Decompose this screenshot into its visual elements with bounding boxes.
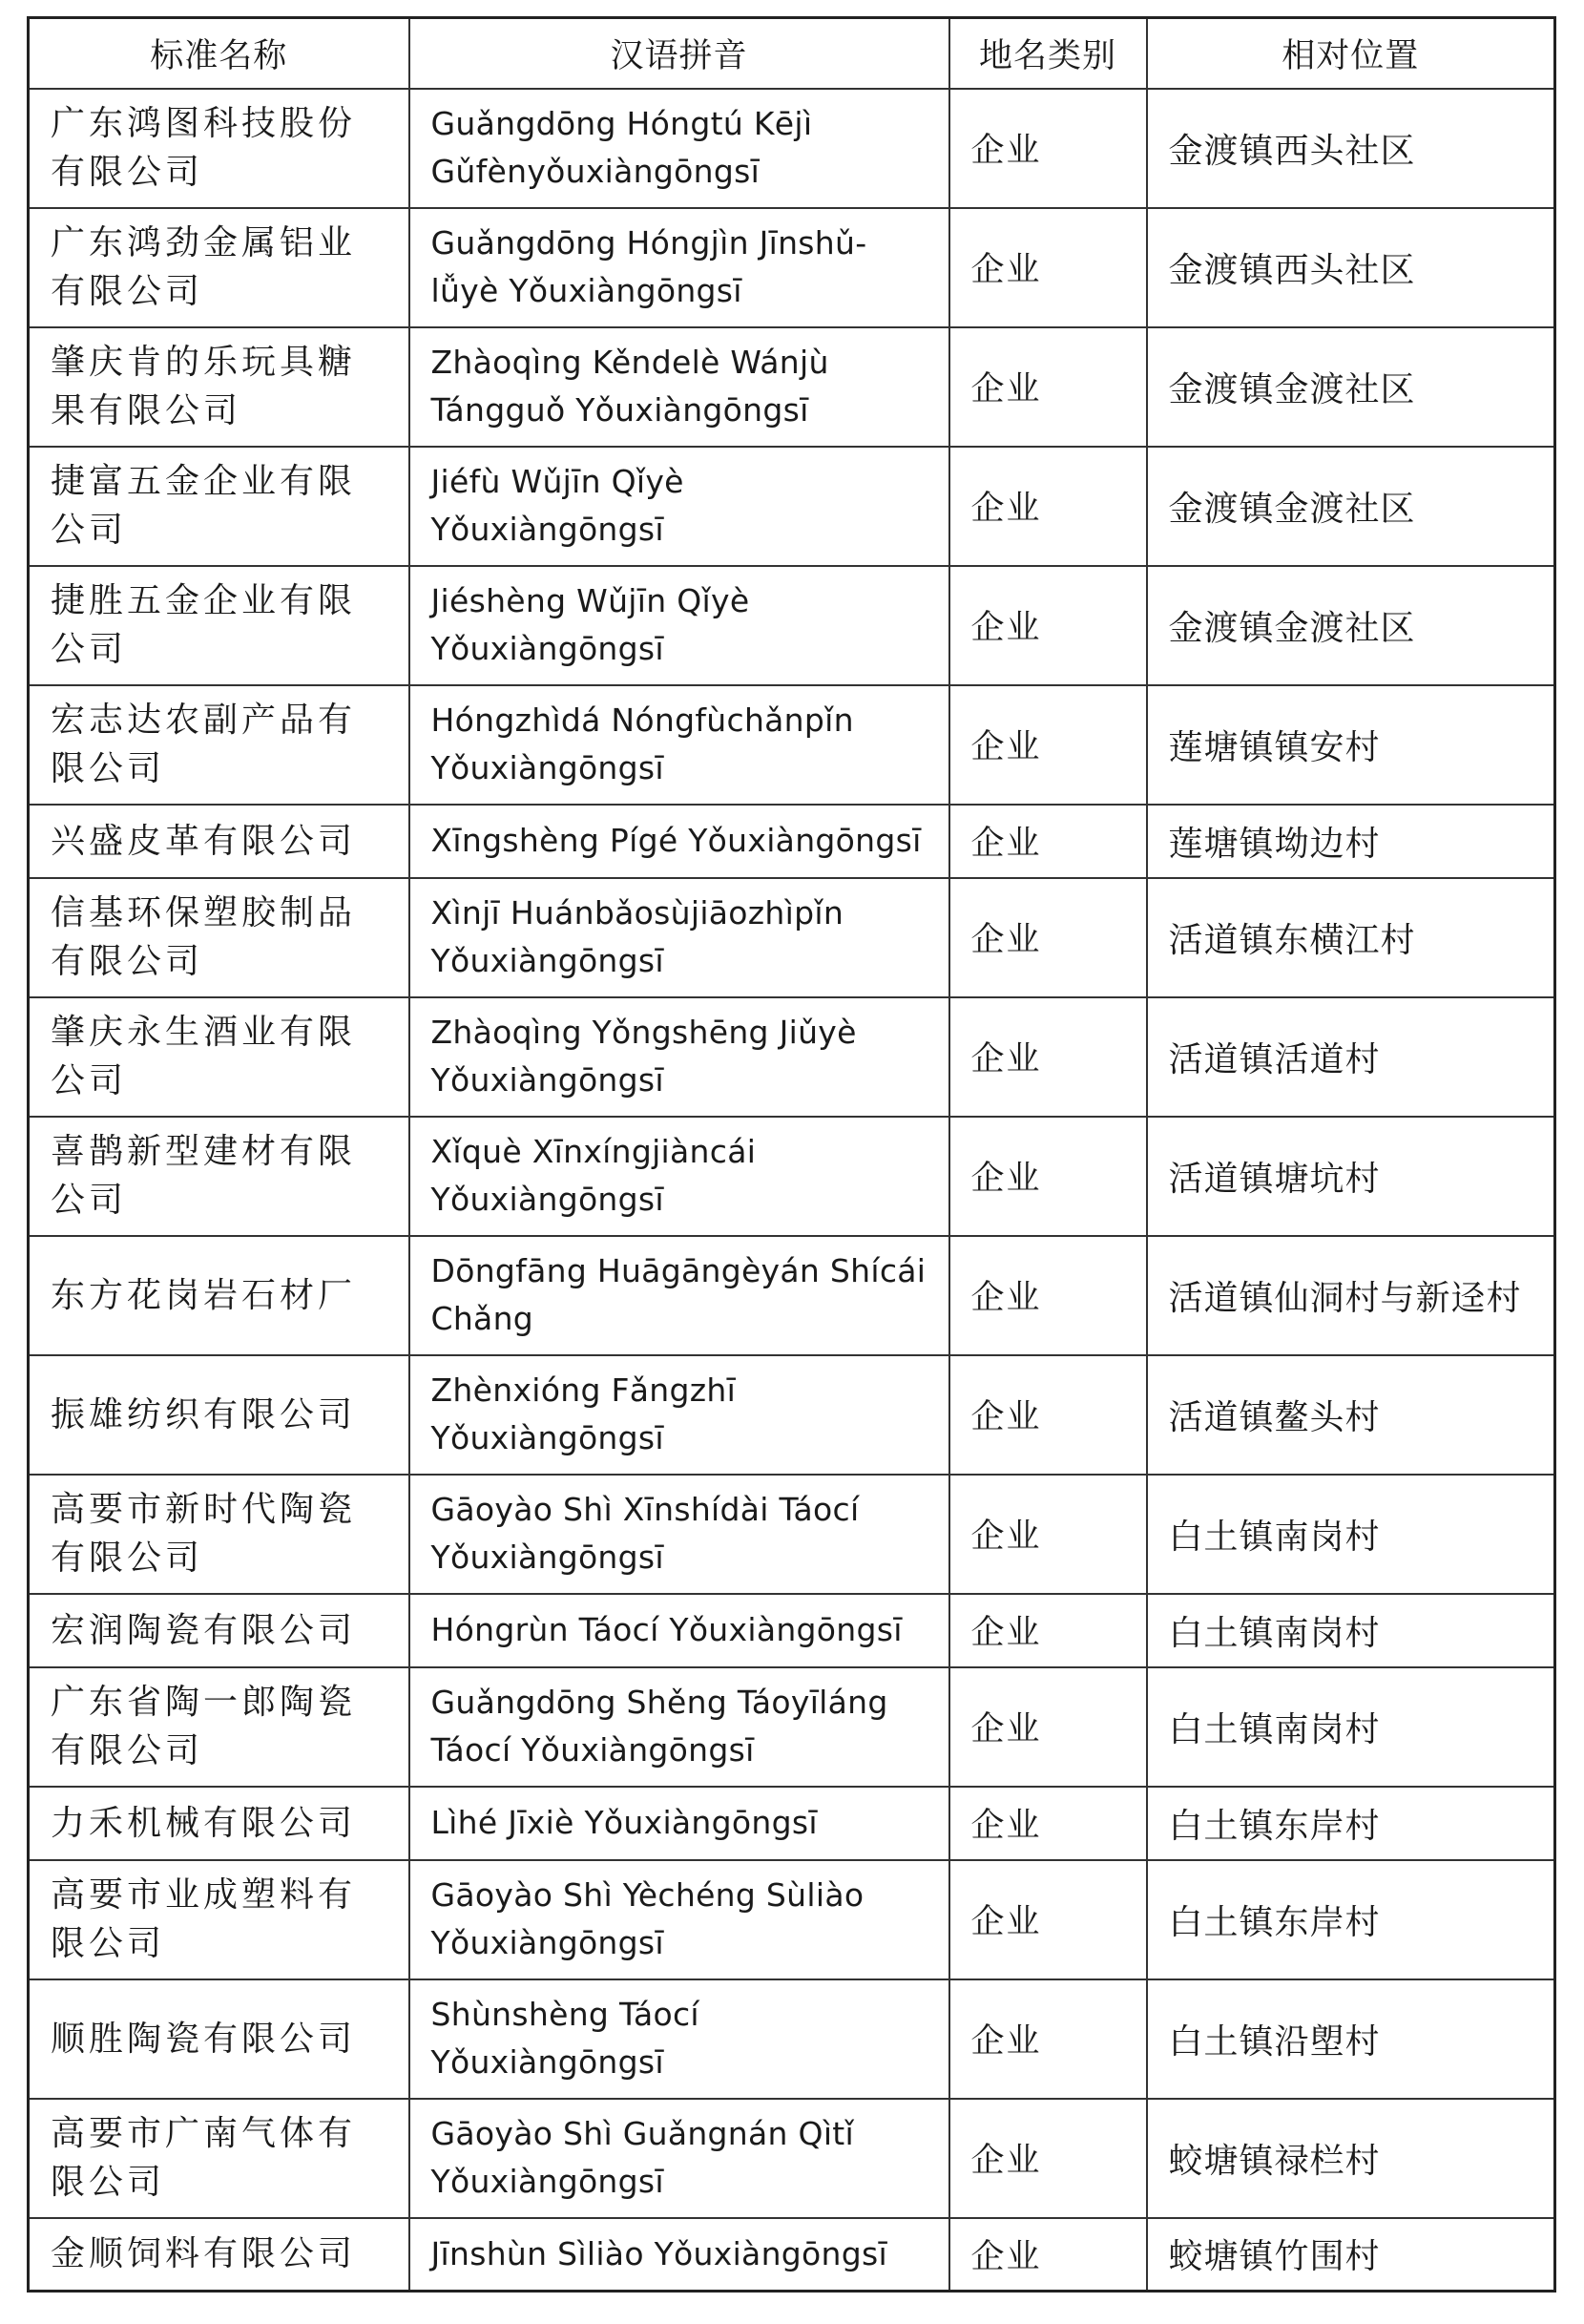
place-category-cell: 企业 (949, 1594, 1147, 1667)
standard-name-cell: 宏润陶瓷有限公司 (29, 1594, 409, 1667)
place-category-cell: 企业 (949, 1979, 1147, 2099)
table-row (29, 1117, 1555, 1236)
header-place-category: 地名类别 (949, 18, 1147, 89)
pinyin-cell: Xìnjī Huánbǎosùjiāozhìpǐn Yǒuxiàngōngsī (409, 878, 949, 997)
relative-location-cell: 莲塘镇镇安村 (1147, 685, 1555, 805)
relative-location-cell: 活道镇塘坑村 (1147, 1117, 1555, 1236)
standard-name-cell: 力禾机械有限公司 (29, 1787, 409, 1860)
table-row (29, 89, 1555, 208)
standard-name-cell: 高要市广南气体有限公司 (29, 2099, 409, 2218)
pinyin-cell: Shùnshèng Táocí Yǒuxiàngōngsī (409, 1979, 949, 2099)
pinyin-cell: Guǎngdōng Hóngtú Kējì Gǔfènyǒuxiàngōngsī (409, 89, 949, 208)
standard-name-cell: 东方花岗岩石材厂 (29, 1236, 409, 1355)
table-row (29, 997, 1555, 1117)
pinyin-cell: Xǐquè Xīnxíngjiàncái Yǒuxiàngōngsī (409, 1117, 949, 1236)
table-row (29, 1979, 1555, 2099)
pinyin-cell: Guǎngdōng Shěng Táoyīláng Táocí Yǒuxiàngōngsī (409, 1667, 949, 1787)
table-body (29, 89, 1555, 2292)
place-category-cell: 企业 (949, 1787, 1147, 1860)
table-row (29, 878, 1555, 997)
pinyin-cell: Jiéfù Wǔjīn Qǐyè Yǒuxiàngōngsī (409, 447, 949, 566)
pinyin-cell: Hóngzhìdá Nóngfùchǎnpǐn Yǒuxiàngōngsī (409, 685, 949, 805)
table-row (29, 1860, 1555, 1979)
pinyin-cell: Gāoyào Shì Xīnshídài Táocí Yǒuxiàngōngsī (409, 1475, 949, 1594)
table-row (29, 566, 1555, 685)
header-pinyin: 汉语拼音 (409, 18, 949, 89)
place-category-cell: 企业 (949, 1475, 1147, 1594)
place-category-cell: 企业 (949, 685, 1147, 805)
standard-name-cell: 宏志达农副产品有限公司 (29, 685, 409, 805)
relative-location-cell: 莲塘镇坳边村 (1147, 805, 1555, 878)
table-row (29, 447, 1555, 566)
place-name-table (27, 16, 1556, 2293)
pinyin-cell: Dōngfāng Huāgāngèyán Shícái Chǎng (409, 1236, 949, 1355)
table-row (29, 1475, 1555, 1594)
place-category-cell: 企业 (949, 566, 1147, 685)
place-category-cell: 企业 (949, 89, 1147, 208)
standard-name-cell: 肇庆肯的乐玩具糖果有限公司 (29, 327, 409, 447)
relative-location-cell: 金渡镇西头社区 (1147, 89, 1555, 208)
relative-location-cell: 蛟塘镇竹围村 (1147, 2218, 1555, 2292)
standard-name-cell: 信基环保塑胶制品有限公司 (29, 878, 409, 997)
relative-location-cell: 白土镇东岸村 (1147, 1860, 1555, 1979)
standard-name-cell: 广东鸿图科技股份有限公司 (29, 89, 409, 208)
standard-name-cell: 兴盛皮革有限公司 (29, 805, 409, 878)
relative-location-cell: 活道镇鳌头村 (1147, 1355, 1555, 1475)
header-row (29, 18, 1555, 89)
table-row (29, 1355, 1555, 1475)
pinyin-cell: Hóngrùn Táocí Yǒuxiàngōngsī (409, 1594, 949, 1667)
place-category-cell: 企业 (949, 2218, 1147, 2292)
pinyin-cell: Zhàoqìng Yǒngshēng Jiǔyè Yǒuxiàngōngsī (409, 997, 949, 1117)
standard-name-cell: 广东省陶一郎陶瓷有限公司 (29, 1667, 409, 1787)
place-category-cell: 企业 (949, 327, 1147, 447)
standard-name-cell: 广东鸿劲金属铝业有限公司 (29, 208, 409, 327)
table-row (29, 1236, 1555, 1355)
pinyin-cell: Gāoyào Shì Guǎngnán Qìtǐ Yǒuxiàngōngsī (409, 2099, 949, 2218)
place-category-cell: 企业 (949, 1355, 1147, 1475)
standard-name-cell: 捷胜五金企业有限公司 (29, 566, 409, 685)
table-row (29, 2099, 1555, 2218)
relative-location-cell: 金渡镇金渡社区 (1147, 447, 1555, 566)
relative-location-cell: 活道镇仙洞村与新迳村 (1147, 1236, 1555, 1355)
relative-location-cell: 活道镇东横江村 (1147, 878, 1555, 997)
standard-name-cell: 金顺饲料有限公司 (29, 2218, 409, 2292)
table-row (29, 1787, 1555, 1860)
place-category-cell: 企业 (949, 878, 1147, 997)
relative-location-cell: 金渡镇西头社区 (1147, 208, 1555, 327)
place-category-cell: 企业 (949, 997, 1147, 1117)
table-header (29, 18, 1555, 89)
standard-name-cell: 顺胜陶瓷有限公司 (29, 1979, 409, 2099)
table-row (29, 1667, 1555, 1787)
place-category-cell: 企业 (949, 1667, 1147, 1787)
table-row (29, 805, 1555, 878)
relative-location-cell: 白土镇东岸村 (1147, 1787, 1555, 1860)
relative-location-cell: 白土镇南岗村 (1147, 1594, 1555, 1667)
pinyin-cell: Zhènxióng Fǎngzhī Yǒuxiàngōngsī (409, 1355, 949, 1475)
pinyin-cell: Zhàoqìng Kěndelè Wánjù Tángguǒ Yǒuxiàngōngsī (409, 327, 949, 447)
place-category-cell: 企业 (949, 1860, 1147, 1979)
place-category-cell: 企业 (949, 208, 1147, 327)
relative-location-cell: 白土镇沿塱村 (1147, 1979, 1555, 2099)
place-category-cell: 企业 (949, 805, 1147, 878)
standard-name-cell: 振雄纺织有限公司 (29, 1355, 409, 1475)
pinyin-cell: Xīngshèng Pígé Yǒuxiàngōngsī (409, 805, 949, 878)
standard-name-cell: 喜鹊新型建材有限公司 (29, 1117, 409, 1236)
standard-name-cell: 高要市新时代陶瓷有限公司 (29, 1475, 409, 1594)
table-row (29, 1594, 1555, 1667)
pinyin-cell: Lìhé Jīxiè Yǒuxiàngōngsī (409, 1787, 949, 1860)
table-row (29, 2218, 1555, 2292)
standard-name-cell: 肇庆永生酒业有限公司 (29, 997, 409, 1117)
place-category-cell: 企业 (949, 2099, 1147, 2218)
header-standard-name: 标准名称 (29, 18, 409, 89)
standard-name-cell: 高要市业成塑料有限公司 (29, 1860, 409, 1979)
relative-location-cell: 金渡镇金渡社区 (1147, 327, 1555, 447)
pinyin-cell: Jiéshèng Wǔjīn Qǐyè Yǒuxiàngōngsī (409, 566, 949, 685)
pinyin-cell: Guǎngdōng Hóngjìn Jīnshǔ-lǚyè Yǒuxiàngōngsī (409, 208, 949, 327)
place-category-cell: 企业 (949, 447, 1147, 566)
pinyin-cell: Jīnshùn Sìliào Yǒuxiàngōngsī (409, 2218, 949, 2292)
relative-location-cell: 蛟塘镇禄栏村 (1147, 2099, 1555, 2218)
relative-location-cell: 活道镇活道村 (1147, 997, 1555, 1117)
header-relative-location: 相对位置 (1147, 18, 1555, 89)
place-category-cell: 企业 (949, 1236, 1147, 1355)
table-row (29, 208, 1555, 327)
relative-location-cell: 金渡镇金渡社区 (1147, 566, 1555, 685)
pinyin-cell: Gāoyào Shì Yèchéng Sùliào Yǒuxiàngōngsī (409, 1860, 949, 1979)
table-row (29, 685, 1555, 805)
relative-location-cell: 白土镇南岗村 (1147, 1475, 1555, 1594)
standard-name-cell: 捷富五金企业有限公司 (29, 447, 409, 566)
table-row (29, 327, 1555, 447)
relative-location-cell: 白土镇南岗村 (1147, 1667, 1555, 1787)
place-category-cell: 企业 (949, 1117, 1147, 1236)
